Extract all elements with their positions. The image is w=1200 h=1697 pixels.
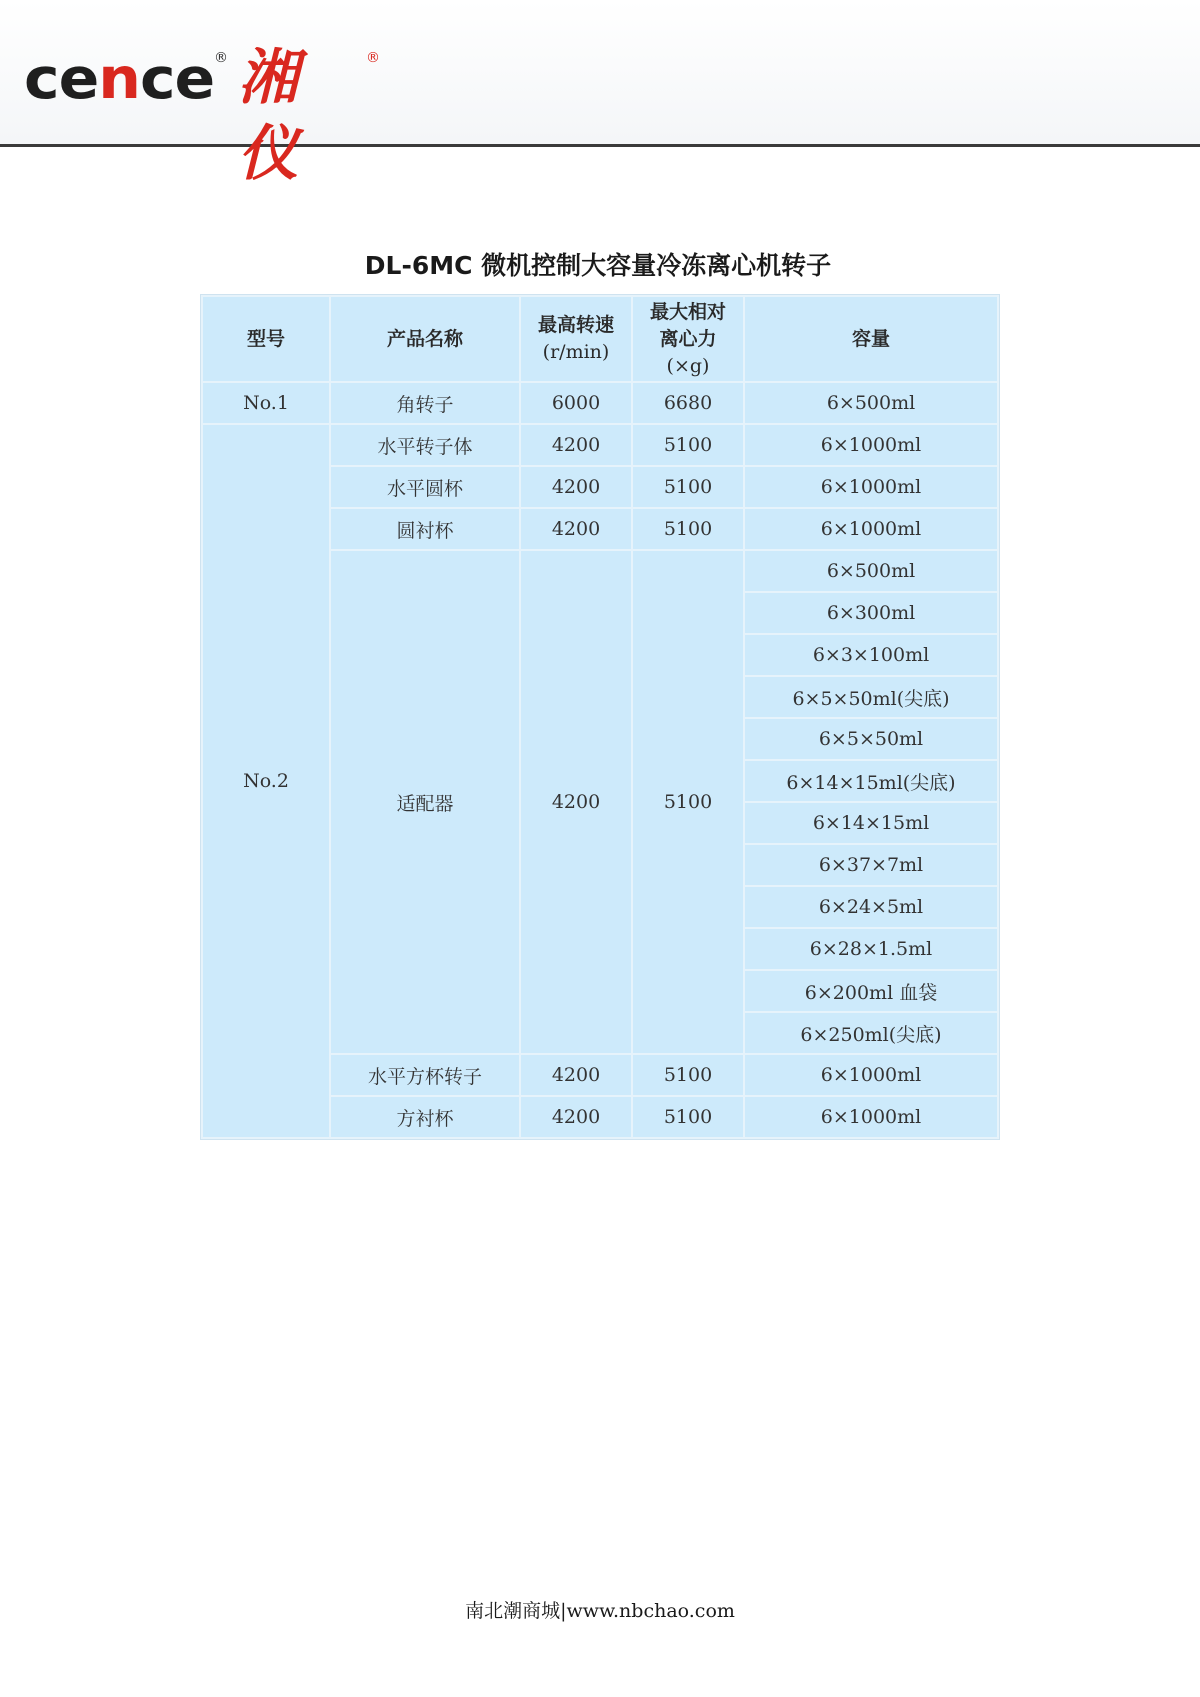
- header-capacity: 容量: [745, 297, 997, 381]
- cell-rcf: 5100: [633, 1097, 743, 1137]
- cell-rcf: 5100: [633, 509, 743, 549]
- header-rcf-line3: (×g): [666, 354, 710, 377]
- cell-capacity: 6×1000ml: [745, 467, 997, 507]
- cell-capacity: 6×5×50ml(尖底): [745, 677, 997, 717]
- cell-name: 角转子: [331, 383, 519, 423]
- cell-name: 圆衬杯: [331, 509, 519, 549]
- logo-chinese: 湘仪: [238, 43, 300, 189]
- cell-capacity: 6×500ml: [745, 383, 997, 423]
- header-name: 产品名称: [331, 297, 519, 381]
- cell-capacity: 6×28×1.5ml: [745, 929, 997, 969]
- cell-speed: 4200: [521, 1055, 631, 1095]
- cell-name: 水平转子体: [331, 425, 519, 465]
- cell-name: 水平圆杯: [331, 467, 519, 507]
- header-speed-line1: 最高转速: [537, 314, 614, 336]
- cell-capacity: 6×14×15ml: [745, 803, 997, 843]
- table-row: [203, 425, 997, 465]
- cell-rcf: 5100: [633, 467, 743, 507]
- logo-part: ce: [139, 45, 215, 113]
- cell-name: 方衬杯: [331, 1097, 519, 1137]
- logo-part-accent: n: [98, 45, 140, 113]
- cell-capacity: 6×1000ml: [745, 1055, 997, 1095]
- cell-capacity: 6×1000ml: [745, 509, 997, 549]
- page-header: [0, 0, 1200, 189]
- registered-mark: ®: [214, 50, 228, 66]
- cell-rcf: 5100: [633, 425, 743, 465]
- cell-capacity: 6×300ml: [745, 593, 997, 633]
- header-speed: [521, 297, 631, 381]
- table-row: [203, 383, 997, 423]
- cell-model: No.1: [203, 383, 329, 423]
- site-footer-link[interactable]: 南北潮商城|www.nbchao.com: [465, 1600, 735, 1622]
- document-title: DL-6MC 微机控制大容量冷冻离心机转子: [364, 251, 832, 280]
- table-header-row: [203, 297, 997, 381]
- cell-speed: 4200: [521, 509, 631, 549]
- cell-capacity: 6×5×50ml: [745, 719, 997, 759]
- cell-rcf: 6680: [633, 383, 743, 423]
- cell-rcf: 5100: [633, 1055, 743, 1095]
- cell-speed: 4200: [521, 467, 631, 507]
- rotor-spec-table: [200, 294, 1000, 1140]
- cell-rcf: 5100: [633, 551, 743, 1053]
- logo-wordmark: [24, 46, 214, 113]
- header-rcf-line1: 最大相对: [649, 300, 726, 323]
- cell-capacity: 6×500ml: [745, 551, 997, 591]
- cell-capacity: 6×1000ml: [745, 425, 997, 465]
- cell-speed: 4200: [521, 425, 631, 465]
- registered-mark: ®: [366, 50, 380, 66]
- cell-capacity: 6×24×5ml: [745, 887, 997, 927]
- header-speed-line2: (r/min): [542, 341, 610, 363]
- header-model: 型号: [203, 297, 329, 381]
- header-rcf-line2: 离心力: [659, 327, 717, 350]
- cell-capacity: 6×14×15ml(尖底): [745, 761, 997, 801]
- cell-name: 适配器: [331, 551, 519, 1053]
- cell-model: No.2: [203, 425, 329, 1137]
- cell-capacity: 6×1000ml: [745, 1097, 997, 1137]
- header-rcf: [633, 297, 743, 381]
- cell-name: 水平方杯转子: [331, 1055, 519, 1095]
- cell-capacity: 6×37×7ml: [745, 845, 997, 885]
- cell-capacity: 6×3×100ml: [745, 635, 997, 675]
- cell-speed: 6000: [521, 383, 631, 423]
- logo-part: ce: [24, 45, 99, 113]
- cell-speed: 4200: [521, 1097, 631, 1137]
- cell-capacity: 6×200ml 血袋: [745, 971, 997, 1011]
- cell-speed: 4200: [521, 551, 631, 1053]
- cell-capacity: 6×250ml(尖底): [745, 1013, 997, 1053]
